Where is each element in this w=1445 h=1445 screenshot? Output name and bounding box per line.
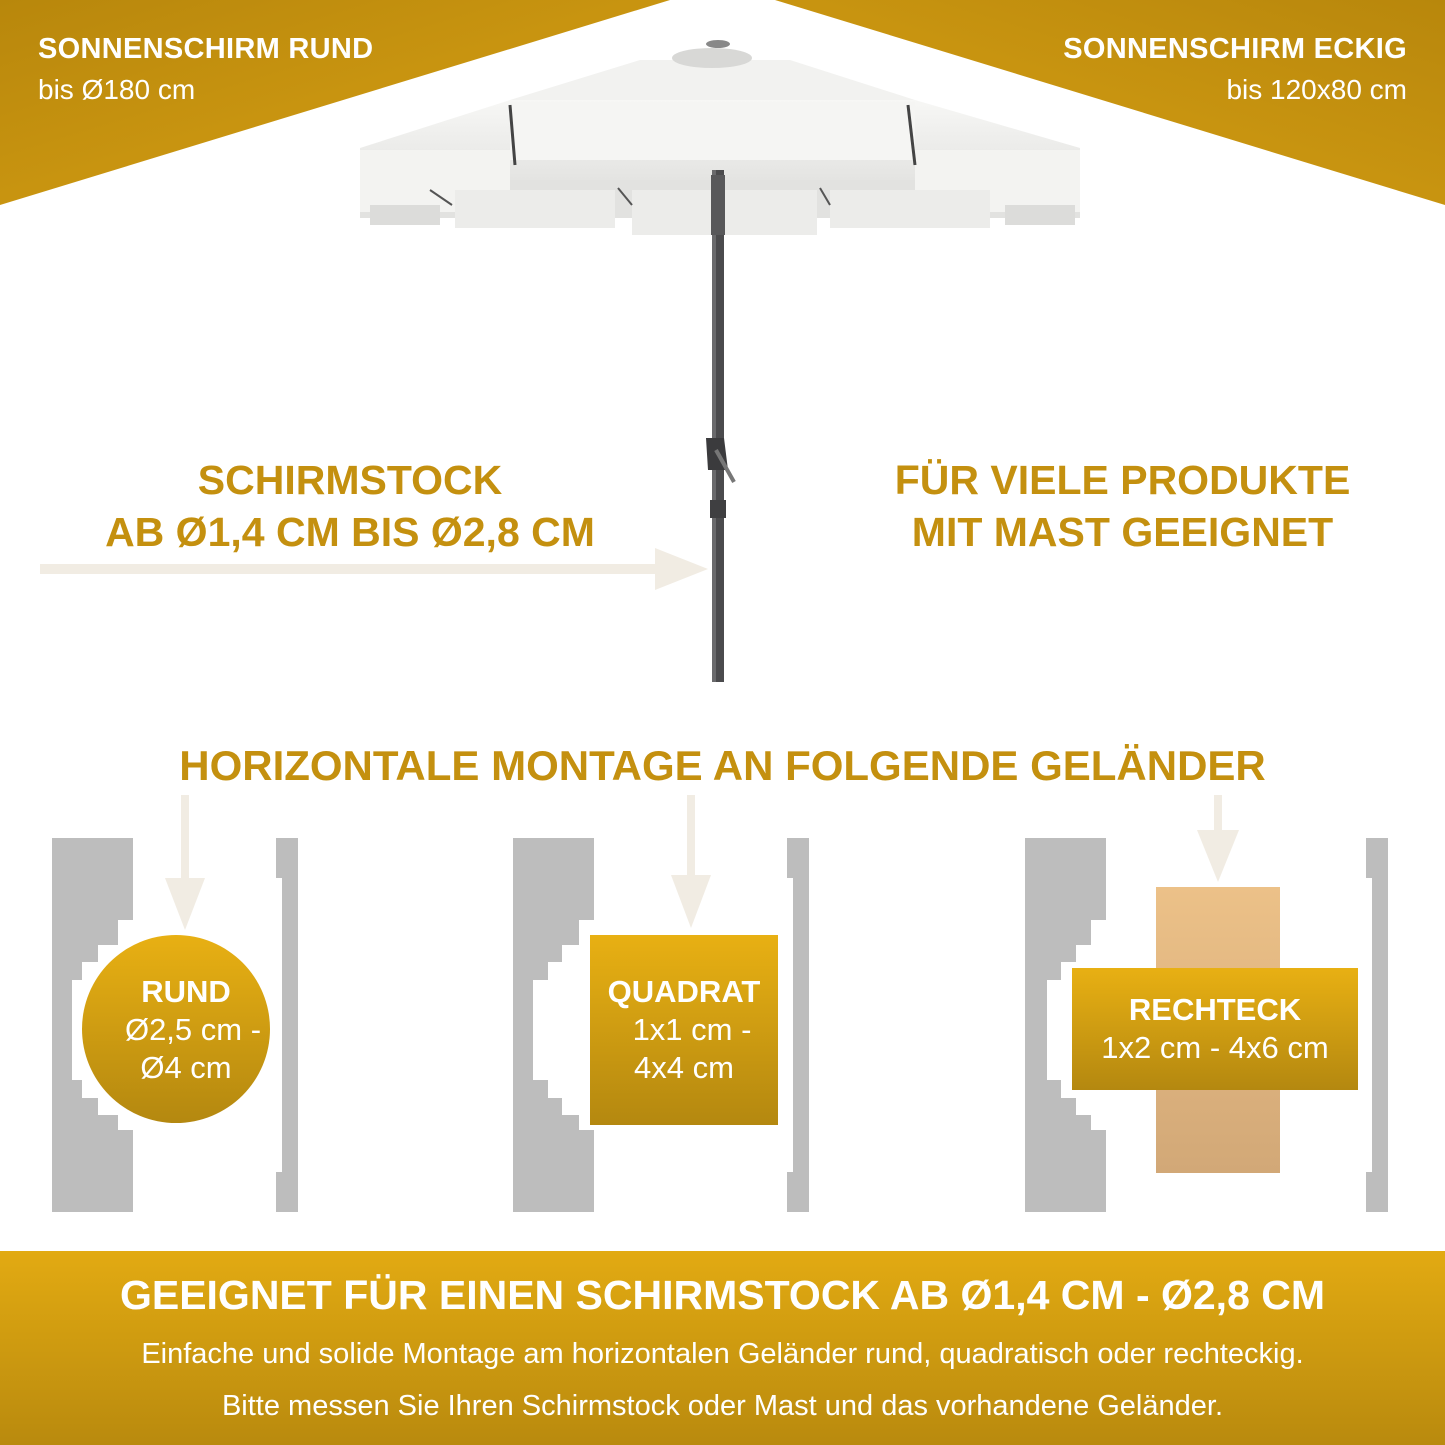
shape-round-line2: Ø4 cm <box>140 1050 232 1085</box>
corner-right-subtitle: bis 120x80 cm <box>1226 74 1407 105</box>
shape-square-name: QUADRAT <box>607 974 761 1009</box>
shape-rectangle-name: RECHTECK <box>1128 992 1302 1027</box>
corner-left-subtitle: bis Ø180 cm <box>38 74 196 105</box>
products-info-line1: FÜR VIELE PRODUKTE <box>894 457 1351 503</box>
products-info <box>830 454 1415 558</box>
shape-round-line1: Ø2,5 cm - <box>124 1012 262 1047</box>
shape-square-line1: 1x1 cm - <box>632 1012 752 1047</box>
footer-line1: Einfache und solide Montage am horizontalen Geländer rund, quadratisch oder rechteckig. <box>141 1338 1304 1370</box>
section-heading: HORIZONTALE MONTAGE AN FOLGENDE GELÄNDER <box>179 742 1266 789</box>
pole-info <box>40 454 660 558</box>
shape-square-line2: 4x4 cm <box>634 1050 734 1085</box>
corner-left-title: SONNENSCHIRM RUND <box>38 33 374 65</box>
pole-info-line2: AB Ø1,4 CM BIS Ø2,8 CM <box>105 509 595 555</box>
shape-label-square <box>590 973 778 1087</box>
shape-label-rectangle <box>1072 991 1358 1067</box>
shape-rectangle-line1: 1x2 cm - 4x6 cm <box>1101 1030 1329 1065</box>
corner-right-title: SONNENSCHIRM ECKIG <box>1063 33 1407 65</box>
footer-line2: Bitte messen Sie Ihren Schirmstock oder Mast und das vorhandene Geländer. <box>221 1390 1224 1422</box>
footer-headline: GEEIGNET FÜR EINEN SCHIRMSTOCK AB Ø1,4 CM - Ø2,8 CM <box>119 1272 1326 1318</box>
products-info-line2: MIT MAST GEEIGNET <box>911 509 1334 555</box>
pole-info-line1: SCHIRMSTOCK <box>197 457 503 503</box>
shape-round-name: RUND <box>141 974 231 1009</box>
shape-label-round <box>96 973 276 1087</box>
umbrella-pole-illustration <box>706 170 734 682</box>
